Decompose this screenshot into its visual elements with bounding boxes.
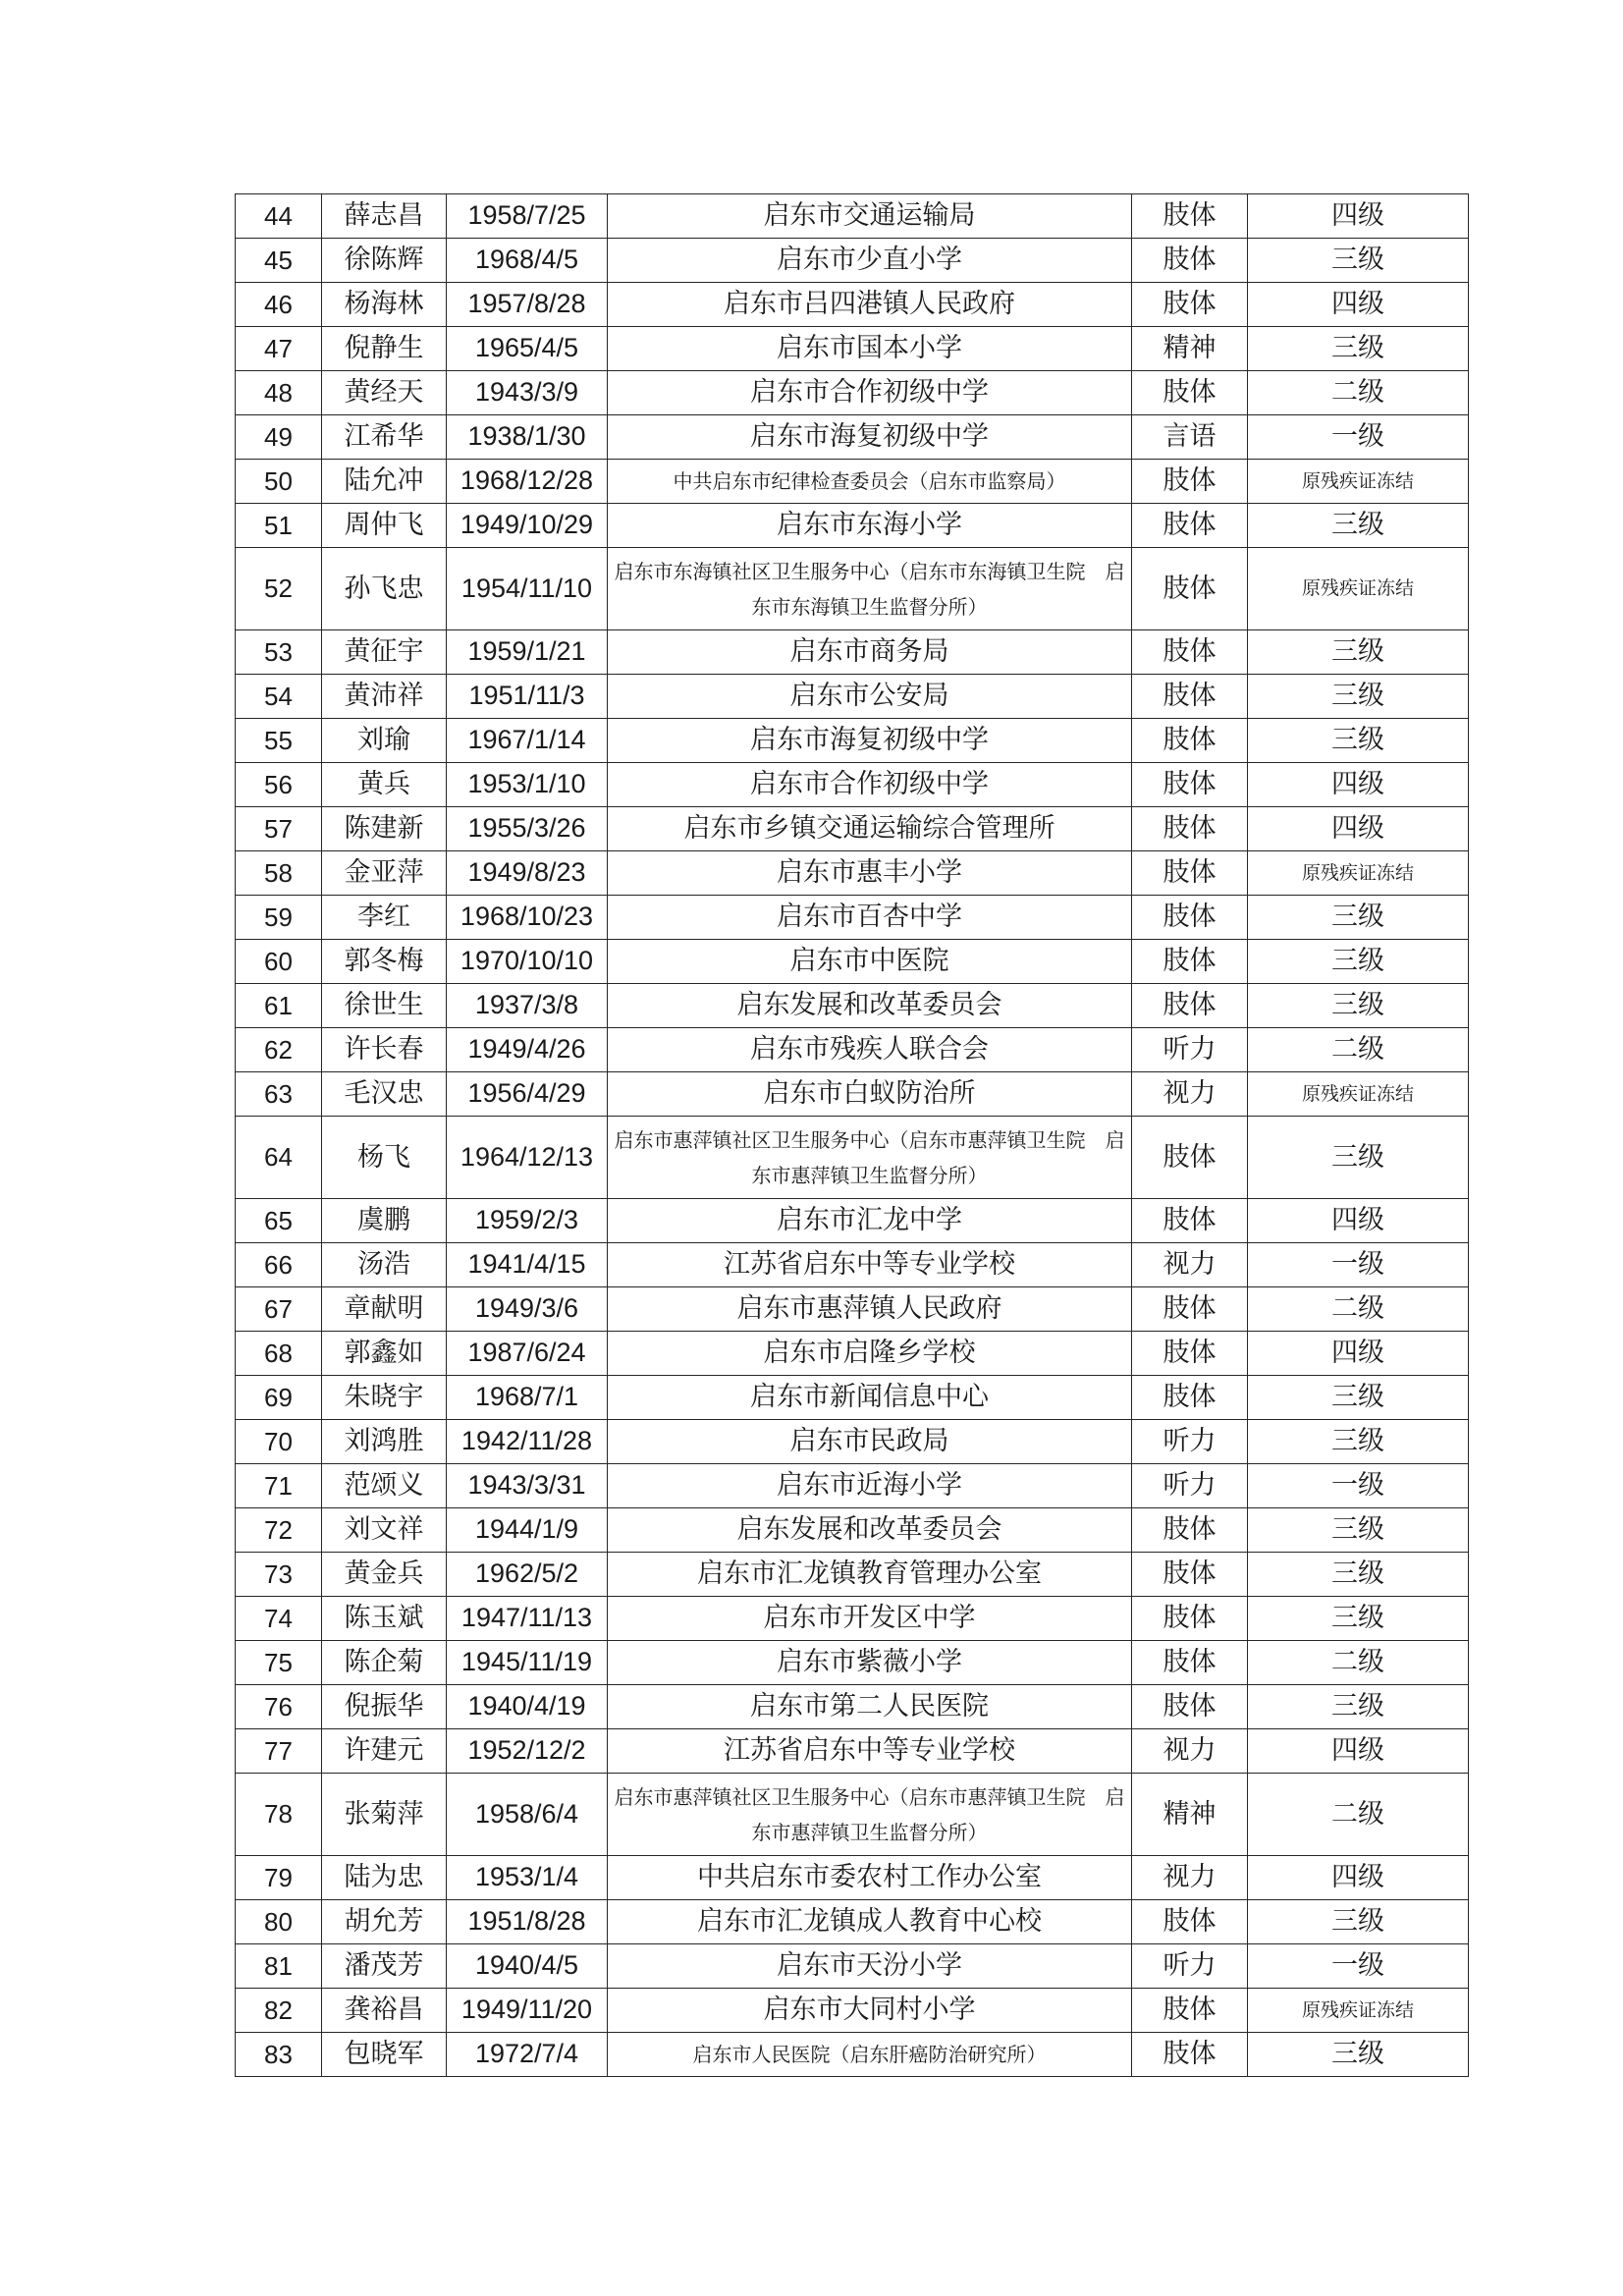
row-number-cell: 63 (236, 1072, 322, 1117)
disability-type-cell: 肢体 (1132, 2033, 1248, 2077)
birth-date-cell: 1944/1/9 (447, 1508, 608, 1553)
birth-date-cell: 1957/8/28 (447, 283, 608, 327)
disability-type-cell: 视力 (1132, 1072, 1248, 1117)
disability-type-cell: 肢体 (1132, 984, 1248, 1028)
row-number-cell: 61 (236, 984, 322, 1028)
row-number-cell: 51 (236, 504, 322, 548)
table-row (236, 1464, 1469, 1508)
disability-type-cell: 肢体 (1132, 548, 1248, 630)
person-name-cell: 胡允芳 (322, 1900, 447, 1944)
person-name-cell: 许长春 (322, 1028, 447, 1072)
disability-type-cell: 精神 (1132, 327, 1248, 371)
table-row (236, 371, 1469, 415)
table-row (236, 1774, 1469, 1856)
disability-level-cell: 二级 (1248, 1287, 1469, 1332)
disability-level-cell: 三级 (1248, 1376, 1469, 1420)
birth-date-cell: 1947/11/13 (447, 1597, 608, 1641)
work-unit-cell: 启东市新闻信息中心 (608, 1376, 1132, 1420)
work-unit-cell: 启东市吕四港镇人民政府 (608, 283, 1132, 327)
disability-level-cell: 三级 (1248, 504, 1469, 548)
disability-type-cell: 听力 (1132, 1944, 1248, 1989)
row-number-cell: 78 (236, 1774, 322, 1856)
person-name-cell: 郭鑫如 (322, 1332, 447, 1376)
disability-level-cell: 四级 (1248, 807, 1469, 851)
table-row (236, 1685, 1469, 1729)
person-name-cell: 刘文祥 (322, 1508, 447, 1553)
birth-date-cell: 1949/3/6 (447, 1287, 608, 1332)
disability-type-cell: 肢体 (1132, 283, 1248, 327)
work-unit-cell: 启东市民政局 (608, 1420, 1132, 1464)
disability-level-cell: 原残疾证冻结 (1248, 851, 1469, 896)
table-row (236, 630, 1469, 675)
disability-level-cell: 四级 (1248, 1856, 1469, 1900)
row-number-cell: 64 (236, 1117, 322, 1199)
disability-level-cell: 三级 (1248, 984, 1469, 1028)
birth-date-cell: 1942/11/28 (447, 1420, 608, 1464)
disability-type-cell: 肢体 (1132, 719, 1248, 763)
birth-date-cell: 1937/3/8 (447, 984, 608, 1028)
table-row (236, 1199, 1469, 1243)
table-row (236, 1508, 1469, 1553)
disability-level-cell: 原残疾证冻结 (1248, 1072, 1469, 1117)
person-name-cell: 刘鸿胜 (322, 1420, 447, 1464)
row-number-cell: 76 (236, 1685, 322, 1729)
birth-date-cell: 1965/4/5 (447, 327, 608, 371)
work-unit-cell: 江苏省启东中等专业学校 (608, 1729, 1132, 1774)
work-unit-cell: 启东发展和改革委员会 (608, 1508, 1132, 1553)
disability-level-cell: 三级 (1248, 896, 1469, 940)
disability-type-cell: 听力 (1132, 1420, 1248, 1464)
row-number-cell: 55 (236, 719, 322, 763)
disability-type-cell: 肢体 (1132, 239, 1248, 283)
row-number-cell: 49 (236, 415, 322, 460)
table-row (236, 896, 1469, 940)
birth-date-cell: 1951/8/28 (447, 1900, 608, 1944)
person-name-cell: 范颂义 (322, 1464, 447, 1508)
person-name-cell: 孙飞忠 (322, 548, 447, 630)
disability-level-cell: 一级 (1248, 415, 1469, 460)
birth-date-cell: 1968/4/5 (447, 239, 608, 283)
person-name-cell: 金亚萍 (322, 851, 447, 896)
disability-level-cell: 三级 (1248, 327, 1469, 371)
table-row (236, 1243, 1469, 1287)
person-name-cell: 章献明 (322, 1287, 447, 1332)
disability-type-cell: 肢体 (1132, 460, 1248, 504)
row-number-cell: 69 (236, 1376, 322, 1420)
disability-level-cell: 一级 (1248, 1243, 1469, 1287)
disability-level-cell: 原残疾证冻结 (1248, 1989, 1469, 2033)
row-number-cell: 71 (236, 1464, 322, 1508)
table-row (236, 719, 1469, 763)
disability-level-cell: 三级 (1248, 1597, 1469, 1641)
disability-type-cell: 肢体 (1132, 675, 1248, 719)
person-name-cell: 陆允冲 (322, 460, 447, 504)
person-name-cell: 薛志昌 (322, 194, 447, 239)
row-number-cell: 65 (236, 1199, 322, 1243)
table-row (236, 283, 1469, 327)
row-number-cell: 46 (236, 283, 322, 327)
birth-date-cell: 1940/4/19 (447, 1685, 608, 1729)
person-name-cell: 黄征宇 (322, 630, 447, 675)
work-unit-cell: 启东市东海小学 (608, 504, 1132, 548)
birth-date-cell: 1949/8/23 (447, 851, 608, 896)
disability-type-cell: 听力 (1132, 1028, 1248, 1072)
person-name-cell: 倪振华 (322, 1685, 447, 1729)
disability-type-cell: 视力 (1132, 1243, 1248, 1287)
birth-date-cell: 1949/10/29 (447, 504, 608, 548)
birth-date-cell: 1955/3/26 (447, 807, 608, 851)
disability-level-cell: 二级 (1248, 1641, 1469, 1685)
disability-type-cell: 肢体 (1132, 1287, 1248, 1332)
work-unit-cell: 启东市百杏中学 (608, 896, 1132, 940)
disability-type-cell: 视力 (1132, 1856, 1248, 1900)
disability-level-cell: 三级 (1248, 719, 1469, 763)
person-name-cell: 包晓军 (322, 2033, 447, 2077)
person-name-cell: 李红 (322, 896, 447, 940)
person-name-cell: 杨飞 (322, 1117, 447, 1199)
disability-type-cell: 肢体 (1132, 504, 1248, 548)
disability-level-cell: 三级 (1248, 1685, 1469, 1729)
table-row (236, 1641, 1469, 1685)
disability-type-cell: 肢体 (1132, 194, 1248, 239)
disability-type-cell: 肢体 (1132, 1900, 1248, 1944)
person-name-cell: 刘瑜 (322, 719, 447, 763)
disability-type-cell: 肢体 (1132, 1508, 1248, 1553)
row-number-cell: 52 (236, 548, 322, 630)
row-number-cell: 67 (236, 1287, 322, 1332)
table-row (236, 1900, 1469, 1944)
row-number-cell: 54 (236, 675, 322, 719)
work-unit-cell: 启东市紫薇小学 (608, 1641, 1132, 1685)
disability-level-cell: 三级 (1248, 1117, 1469, 1199)
person-name-cell: 陆为忠 (322, 1856, 447, 1900)
birth-date-cell: 1938/1/30 (447, 415, 608, 460)
table-row (236, 1287, 1469, 1332)
table-row (236, 807, 1469, 851)
birth-date-cell: 1943/3/31 (447, 1464, 608, 1508)
disability-level-cell: 三级 (1248, 940, 1469, 984)
disability-level-cell: 四级 (1248, 194, 1469, 239)
work-unit-cell: 启东市东海镇社区卫生服务中心（启东市东海镇卫生院 启东市东海镇卫生监督分所） (608, 548, 1132, 630)
row-number-cell: 57 (236, 807, 322, 851)
birth-date-cell: 1943/3/9 (447, 371, 608, 415)
disability-level-cell: 三级 (1248, 1553, 1469, 1597)
birth-date-cell: 1953/1/10 (447, 763, 608, 807)
disability-type-cell: 肢体 (1132, 1117, 1248, 1199)
table-row (236, 1117, 1469, 1199)
table-row (236, 1376, 1469, 1420)
row-number-cell: 62 (236, 1028, 322, 1072)
table-row (236, 1597, 1469, 1641)
roster-body (236, 194, 1469, 2077)
birth-date-cell: 1952/12/2 (447, 1729, 608, 1774)
disability-type-cell: 肢体 (1132, 940, 1248, 984)
row-number-cell: 47 (236, 327, 322, 371)
birth-date-cell: 1958/6/4 (447, 1774, 608, 1856)
disability-level-cell: 一级 (1248, 1944, 1469, 1989)
disability-level-cell: 三级 (1248, 239, 1469, 283)
work-unit-cell: 启东市惠萍镇人民政府 (608, 1287, 1132, 1332)
disability-type-cell: 精神 (1132, 1774, 1248, 1856)
work-unit-cell: 启东市人民医院（启东肝癌防治研究所） (608, 2033, 1132, 2077)
birth-date-cell: 1968/7/1 (447, 1376, 608, 1420)
work-unit-cell: 启东市公安局 (608, 675, 1132, 719)
work-unit-cell: 启东市汇龙镇成人教育中心校 (608, 1900, 1132, 1944)
birth-date-cell: 1951/11/3 (447, 675, 608, 719)
person-name-cell: 陈玉斌 (322, 1597, 447, 1641)
work-unit-cell: 启东市国本小学 (608, 327, 1132, 371)
row-number-cell: 48 (236, 371, 322, 415)
birth-date-cell: 1968/12/28 (447, 460, 608, 504)
disability-level-cell: 四级 (1248, 1199, 1469, 1243)
person-name-cell: 汤浩 (322, 1243, 447, 1287)
table-row (236, 194, 1469, 239)
table-row (236, 548, 1469, 630)
row-number-cell: 82 (236, 1989, 322, 2033)
row-number-cell: 72 (236, 1508, 322, 1553)
row-number-cell: 80 (236, 1900, 322, 1944)
row-number-cell: 53 (236, 630, 322, 675)
row-number-cell: 60 (236, 940, 322, 984)
birth-date-cell: 1959/1/21 (447, 630, 608, 675)
birth-date-cell: 1945/11/19 (447, 1641, 608, 1685)
row-number-cell: 66 (236, 1243, 322, 1287)
person-name-cell: 潘茂芳 (322, 1944, 447, 1989)
row-number-cell: 83 (236, 2033, 322, 2077)
disability-type-cell: 肢体 (1132, 1199, 1248, 1243)
work-unit-cell: 启东市白蚁防治所 (608, 1072, 1132, 1117)
birth-date-cell: 1987/6/24 (447, 1332, 608, 1376)
disability-type-cell: 言语 (1132, 415, 1248, 460)
row-number-cell: 81 (236, 1944, 322, 1989)
row-number-cell: 56 (236, 763, 322, 807)
person-name-cell: 江希华 (322, 415, 447, 460)
work-unit-cell: 启东市少直小学 (608, 239, 1132, 283)
disability-type-cell: 肢体 (1132, 1332, 1248, 1376)
birth-date-cell: 1962/5/2 (447, 1553, 608, 1597)
table-row (236, 327, 1469, 371)
disability-type-cell: 肢体 (1132, 807, 1248, 851)
row-number-cell: 77 (236, 1729, 322, 1774)
disability-type-cell: 肢体 (1132, 1597, 1248, 1641)
table-row (236, 1028, 1469, 1072)
work-unit-cell: 启东市开发区中学 (608, 1597, 1132, 1641)
work-unit-cell: 启东市汇龙镇教育管理办公室 (608, 1553, 1132, 1597)
birth-date-cell: 1958/7/25 (447, 194, 608, 239)
row-number-cell: 44 (236, 194, 322, 239)
work-unit-cell: 启东市中医院 (608, 940, 1132, 984)
disability-roster-table (235, 193, 1469, 2077)
table-row (236, 1729, 1469, 1774)
person-name-cell: 龚裕昌 (322, 1989, 447, 2033)
disability-level-cell: 二级 (1248, 1028, 1469, 1072)
person-name-cell: 陈建新 (322, 807, 447, 851)
work-unit-cell: 启东市惠萍镇社区卫生服务中心（启东市惠萍镇卫生院 启东市惠萍镇卫生监督分所） (608, 1774, 1132, 1856)
disability-type-cell: 肢体 (1132, 1641, 1248, 1685)
work-unit-cell: 中共启东市委农村工作办公室 (608, 1856, 1132, 1900)
birth-date-cell: 1941/4/15 (447, 1243, 608, 1287)
work-unit-cell: 启东市启隆乡学校 (608, 1332, 1132, 1376)
person-name-cell: 郭冬梅 (322, 940, 447, 984)
work-unit-cell: 启东市交通运输局 (608, 194, 1132, 239)
person-name-cell: 周仲飞 (322, 504, 447, 548)
person-name-cell: 黄经天 (322, 371, 447, 415)
work-unit-cell: 启东市第二人民医院 (608, 1685, 1132, 1729)
table-row (236, 984, 1469, 1028)
work-unit-cell: 启东市合作初级中学 (608, 371, 1132, 415)
disability-type-cell: 肢体 (1132, 763, 1248, 807)
person-name-cell: 毛汉忠 (322, 1072, 447, 1117)
table-row (236, 675, 1469, 719)
disability-level-cell: 三级 (1248, 630, 1469, 675)
birth-date-cell: 1968/10/23 (447, 896, 608, 940)
disability-type-cell: 肢体 (1132, 1376, 1248, 1420)
person-name-cell: 黄沛祥 (322, 675, 447, 719)
table-row (236, 415, 1469, 460)
disability-level-cell: 四级 (1248, 1332, 1469, 1376)
table-row (236, 460, 1469, 504)
disability-level-cell: 三级 (1248, 675, 1469, 719)
row-number-cell: 75 (236, 1641, 322, 1685)
table-row (236, 1420, 1469, 1464)
work-unit-cell: 启东市乡镇交通运输综合管理所 (608, 807, 1132, 851)
disability-level-cell: 四级 (1248, 1729, 1469, 1774)
work-unit-cell: 启东市天汾小学 (608, 1944, 1132, 1989)
birth-date-cell: 1949/4/26 (447, 1028, 608, 1072)
disability-level-cell: 原残疾证冻结 (1248, 548, 1469, 630)
table-row (236, 1072, 1469, 1117)
person-name-cell: 徐世生 (322, 984, 447, 1028)
table-row (236, 504, 1469, 548)
birth-date-cell: 1940/4/5 (447, 1944, 608, 1989)
disability-level-cell: 原残疾证冻结 (1248, 460, 1469, 504)
person-name-cell: 张菊萍 (322, 1774, 447, 1856)
work-unit-cell: 启东市商务局 (608, 630, 1132, 675)
work-unit-cell: 启东市残疾人联合会 (608, 1028, 1132, 1072)
disability-level-cell: 三级 (1248, 1508, 1469, 1553)
person-name-cell: 许建元 (322, 1729, 447, 1774)
work-unit-cell: 启东市合作初级中学 (608, 763, 1132, 807)
person-name-cell: 黄金兵 (322, 1553, 447, 1597)
row-number-cell: 59 (236, 896, 322, 940)
birth-date-cell: 1954/11/10 (447, 548, 608, 630)
table-row (236, 763, 1469, 807)
work-unit-cell: 启东市近海小学 (608, 1464, 1132, 1508)
person-name-cell: 虞鹏 (322, 1199, 447, 1243)
person-name-cell: 徐陈辉 (322, 239, 447, 283)
table-row (236, 2033, 1469, 2077)
birth-date-cell: 1953/1/4 (447, 1856, 608, 1900)
row-number-cell: 73 (236, 1553, 322, 1597)
table-row (236, 1944, 1469, 1989)
work-unit-cell: 启东市惠丰小学 (608, 851, 1132, 896)
row-number-cell: 45 (236, 239, 322, 283)
disability-type-cell: 听力 (1132, 1464, 1248, 1508)
table-row (236, 1553, 1469, 1597)
disability-type-cell: 肢体 (1132, 371, 1248, 415)
person-name-cell: 倪静生 (322, 327, 447, 371)
table-row (236, 851, 1469, 896)
work-unit-cell: 启东市海复初级中学 (608, 719, 1132, 763)
disability-level-cell: 四级 (1248, 283, 1469, 327)
disability-type-cell: 视力 (1132, 1729, 1248, 1774)
person-name-cell: 黄兵 (322, 763, 447, 807)
row-number-cell: 50 (236, 460, 322, 504)
disability-level-cell: 二级 (1248, 371, 1469, 415)
work-unit-cell: 启东市大同村小学 (608, 1989, 1132, 2033)
work-unit-cell: 启东市惠萍镇社区卫生服务中心（启东市惠萍镇卫生院 启东市惠萍镇卫生监督分所） (608, 1117, 1132, 1199)
person-name-cell: 陈企菊 (322, 1641, 447, 1685)
disability-level-cell: 二级 (1248, 1774, 1469, 1856)
birth-date-cell: 1972/7/4 (447, 2033, 608, 2077)
birth-date-cell: 1970/10/10 (447, 940, 608, 984)
disability-type-cell: 肢体 (1132, 851, 1248, 896)
row-number-cell: 58 (236, 851, 322, 896)
work-unit-cell: 启东市海复初级中学 (608, 415, 1132, 460)
table-row (236, 940, 1469, 984)
work-unit-cell: 中共启东市纪律检查委员会（启东市监察局） (608, 460, 1132, 504)
row-number-cell: 68 (236, 1332, 322, 1376)
birth-date-cell: 1967/1/14 (447, 719, 608, 763)
birth-date-cell: 1949/11/20 (447, 1989, 608, 2033)
person-name-cell: 朱晓宇 (322, 1376, 447, 1420)
birth-date-cell: 1959/2/3 (447, 1199, 608, 1243)
work-unit-cell: 启东市汇龙中学 (608, 1199, 1132, 1243)
disability-level-cell: 一级 (1248, 1464, 1469, 1508)
disability-level-cell: 三级 (1248, 1420, 1469, 1464)
disability-level-cell: 四级 (1248, 763, 1469, 807)
table-row (236, 1989, 1469, 2033)
disability-type-cell: 肢体 (1132, 1685, 1248, 1729)
disability-type-cell: 肢体 (1132, 1553, 1248, 1597)
birth-date-cell: 1956/4/29 (447, 1072, 608, 1117)
table-row (236, 1856, 1469, 1900)
work-unit-cell: 启东发展和改革委员会 (608, 984, 1132, 1028)
disability-level-cell: 三级 (1248, 1900, 1469, 1944)
disability-type-cell: 肢体 (1132, 896, 1248, 940)
row-number-cell: 79 (236, 1856, 322, 1900)
disability-type-cell: 肢体 (1132, 1989, 1248, 2033)
row-number-cell: 74 (236, 1597, 322, 1641)
work-unit-cell: 江苏省启东中等专业学校 (608, 1243, 1132, 1287)
birth-date-cell: 1964/12/13 (447, 1117, 608, 1199)
person-name-cell: 杨海林 (322, 283, 447, 327)
disability-level-cell: 三级 (1248, 2033, 1469, 2077)
disability-type-cell: 肢体 (1132, 630, 1248, 675)
table-row (236, 1332, 1469, 1376)
row-number-cell: 70 (236, 1420, 322, 1464)
table-row (236, 239, 1469, 283)
